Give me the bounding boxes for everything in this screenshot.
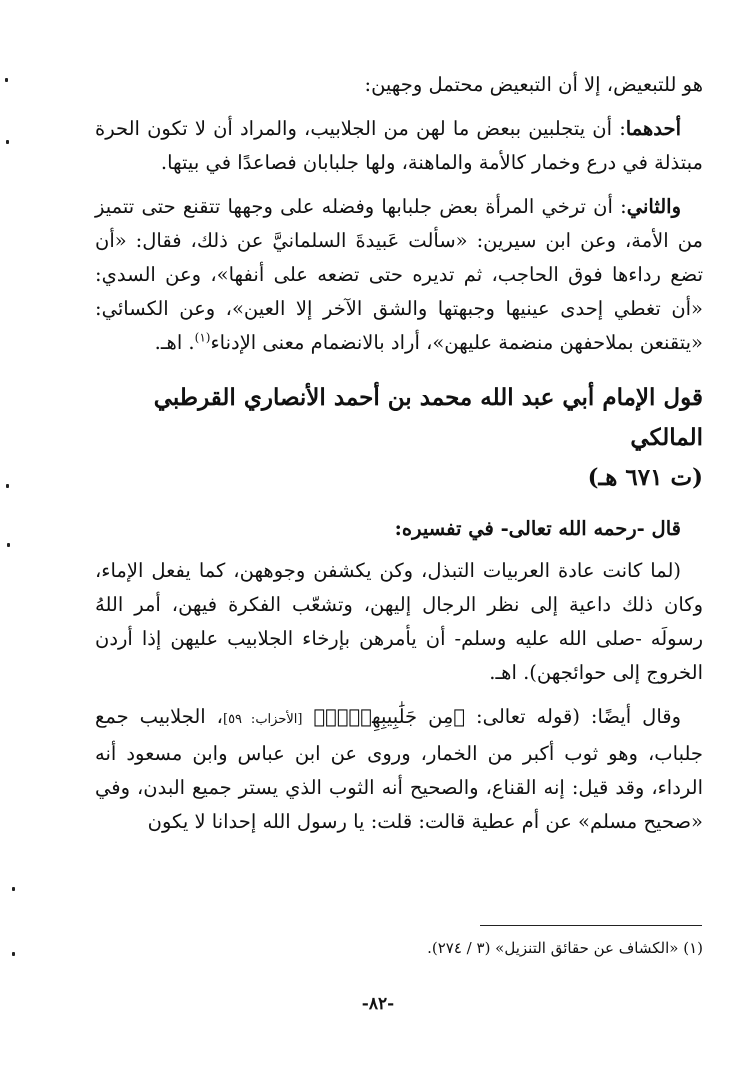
paragraph-1: هو للتبعيض، إلا أن التبعيض محتمل وجهين: (364, 73, 703, 96)
paragraph-3-label: والثاني (626, 195, 681, 218)
paragraph-3 (95, 190, 703, 360)
paragraph-4: (لما كانت عادة العربيات التبذل، وكن يكشفن وجوههن، كما يفعل الإماء، وكان ذلك داعية إلى نظر الرجال إليهن، وتشعّب الفكرة فيهن، أمر اللهُ رسولَه -صلى الله عليه وسلم- أن يأمرهن بإرخاء الجلابيب عليهن إذا أردن الخروج إلى حوائجهن). اهـ. (95, 559, 703, 684)
page-body (95, 68, 703, 849)
margin-mark (6, 484, 9, 488)
margin-mark (12, 887, 15, 891)
margin-mark (7, 543, 10, 547)
paragraph-2 (95, 112, 703, 180)
heading-line-1: قول الإمام أبي عبد الله محمد بن أحمد الأنصاري القرطبي المالكي (153, 384, 703, 451)
footnote-divider (480, 925, 702, 926)
margin-mark (12, 952, 15, 956)
paragraph-2-label: أحدهما (625, 117, 681, 140)
paragraph-2-text: : أن يتجلبين ببعض ما لهن من الجلابيب، والمراد أن لا تكون الحرة مبتذلة في درع وخمار كالأمة والماهنة، ولها جلبابان فصاعدًا في بيتها. (95, 117, 703, 174)
paragraph-5-start: وقال أيضًا: (قوله تعالى: ﴿مِن جَلَٰبِيبِهِنَّۚ﴾ (313, 705, 681, 728)
footnote-reference[interactable]: (١) (194, 330, 211, 345)
section-heading (95, 378, 703, 498)
page-number: -٨٢- (361, 994, 395, 1014)
subheading: قال -رحمه الله تعالى- في تفسيره: (394, 517, 681, 540)
paragraph-3-end: . اهـ. (154, 331, 195, 354)
heading-line-2: (ت ٦٧١ هـ) (587, 464, 703, 491)
margin-mark (6, 140, 9, 144)
footnote: (١) «الكشاف عن حقائق التنزيل» (٣ / ٢٧٤). (427, 939, 703, 957)
margin-mark (5, 78, 8, 82)
paragraph-5-rest: ، الجلابيب جمع جلباب، وهو ثوب أكبر من الخمار، وروى عن ابن عباس وابن مسعود أنه الرداء، وقد قيل: إنه القناع، والصحيح أنه الثوب الذي يستر جميع البدن، وفي «صحيح مسلم» عن أم عطية قالت: قلت: يا رسول الله إحدانا لا يكون (95, 705, 703, 833)
paragraph-3-text: : أن ترخي المرأة بعض جلبابها وفضله على وجهها تتقنع حتى تتميز من الأمة، وعن ابن سيرين: «سألت عَبيدةَ السلمانيَّ عن ذلك، فقال: «أن تضع رداءها فوق الحاجب، ثم تديره حتى تضعه على أنفها»، وعن السدي: «أن تغطي إحدى عينيها وجبهتها والشق الآخر إلا العين»، وعن الكسائي: «يتقنعن بملاحفهن منضمة عليهن»، أراد بالانضمام معنى الإدناء (95, 195, 703, 354)
quran-citation: [الأحزاب: ٥٩] (222, 712, 303, 727)
paragraph-5 (95, 700, 703, 839)
